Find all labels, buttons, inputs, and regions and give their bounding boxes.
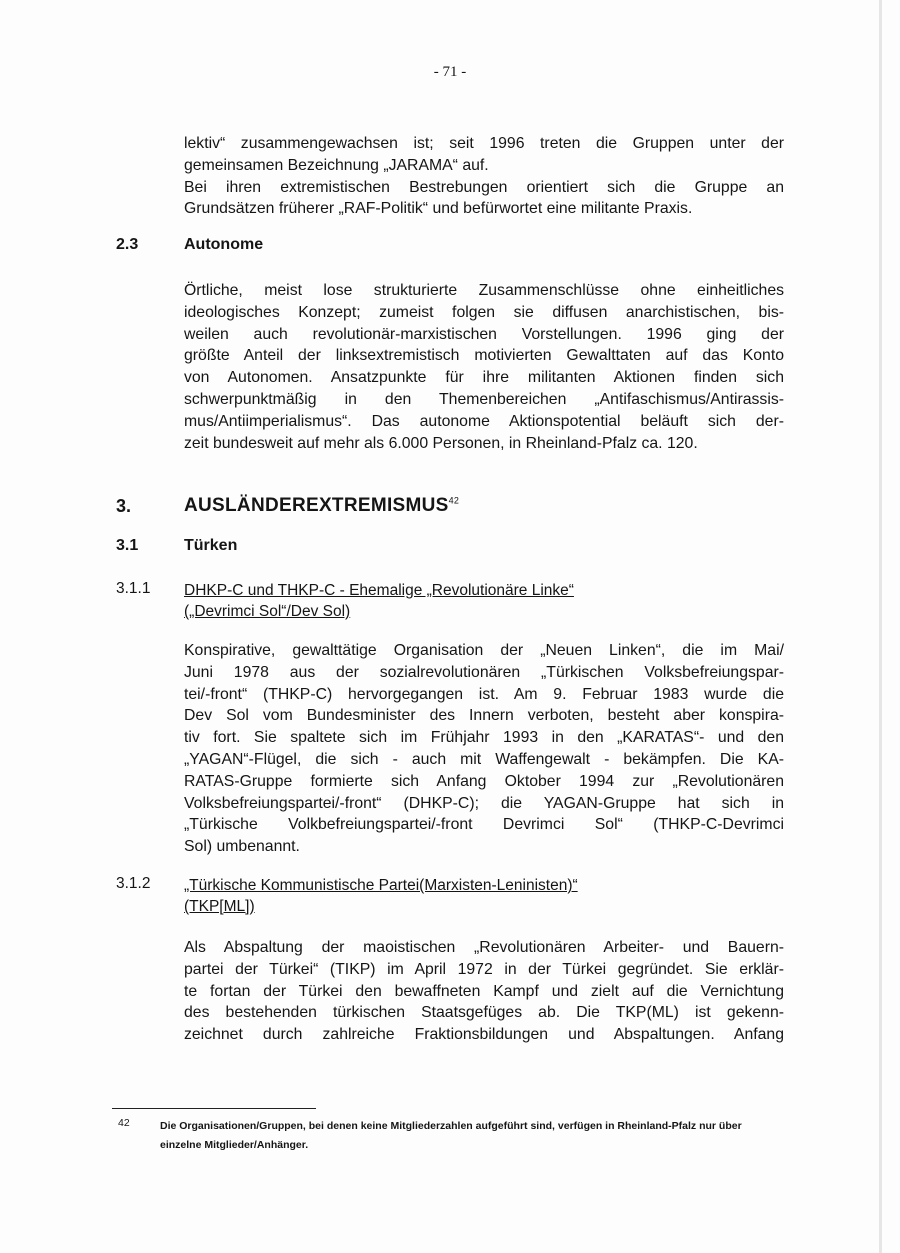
text-line: te fortan der Türkei den bewaffneten Kampf und zielt auf die Vernichtung xyxy=(184,982,784,1000)
footnote-divider xyxy=(112,1108,316,1109)
text-line: mus/Antiimperialismus“. Das autonome Aktionspotential beläuft sich der- xyxy=(184,412,784,430)
subsection-heading-dhkp-c xyxy=(184,580,574,622)
page-edge-shadow xyxy=(879,0,882,1253)
section-number-2-3: 2.3 xyxy=(116,236,139,253)
text-line: tei/-front“ (THKP-C) hervorgegangen ist. Am 9. Februar 1983 wurde die xyxy=(184,685,784,703)
section-number-3-1-1: 3.1.1 xyxy=(116,580,151,597)
text-line: Volksbefreiungspartei/-front“ (DHKP-C); die YAGAN-Gruppe hat sich in xyxy=(184,794,784,812)
text-line: Sol) umbenannt. xyxy=(184,838,300,856)
text-line: zeit bundesweit auf mehr als 6.000 Personen, in Rheinland-Pfalz ca. 120. xyxy=(184,434,698,452)
footnote-number: 42 xyxy=(118,1117,130,1129)
tkp-ml-paragraph xyxy=(184,937,784,1046)
text-line: RATAS-Gruppe formierte sich Anfang Oktober 1994 zur „Revolutionären xyxy=(184,772,784,790)
section-title-tuerken: Türken xyxy=(184,537,238,554)
text-line: Juni 1978 aus der sozialrevolutionären „Türkischen Volksbefreiungspar- xyxy=(184,663,784,681)
text-line: Örtliche, meist lose strukturierte Zusammenschlüsse ohne einheitliches xyxy=(184,282,784,299)
footnote-text: Die Organisationen/Gruppen, bei denen keine Mitgliederzahlen aufgeführt sind, verfügen in Rheinland-Pfalz nur über einzelne Mitglieder/Anhänger. xyxy=(160,1120,742,1151)
text-line: schwerpunktmäßig in den Themenbereichen „Antifaschismus/Antirassis- xyxy=(184,390,784,408)
dhkp-c-paragraph xyxy=(184,640,784,858)
text-line: gemeinsamen Bezeichnung „JARAMA“ auf. xyxy=(184,156,489,174)
text-line: von Autonomen. Ansatzpunkte für ihre militanten Aktionen finden sich xyxy=(184,369,784,387)
heading-line: (TKP[ML]) xyxy=(184,898,255,915)
text-line: Dev Sol vom Bundesminister des Innern verboten, besteht aber konspira- xyxy=(184,707,784,725)
heading-line: „Türkische Kommunistische Partei(Marxisten-Leninisten)“ xyxy=(184,877,578,894)
section-number-3-1: 3.1 xyxy=(116,537,139,554)
page-number: - 71 - xyxy=(433,64,467,80)
text-line: lektiv“ zusammengewachsen ist; seit 1996 treten die Gruppen unter der xyxy=(184,135,784,152)
autonome-paragraph xyxy=(184,280,784,454)
heading-line: („Devrimci Sol“/Dev Sol) xyxy=(184,603,351,620)
intro-paragraph xyxy=(184,133,784,220)
text-line: zeichnet durch zahlreiche Fraktionsbildungen und Abspaltungen. Anfang xyxy=(184,1026,784,1044)
text-line: ideologisches Konzept; zumeist folgen sie diffusen anarchistischen, bis- xyxy=(184,303,784,321)
section-title-text: AUSLÄNDEREXTREMISMUS xyxy=(184,495,449,516)
subsection-heading-tkp-ml xyxy=(184,875,578,917)
section-title-auslaenderextremismus xyxy=(184,495,459,517)
footnote-reference: 42 xyxy=(448,495,460,506)
text-line: Bei ihren extremistischen Bestrebungen orientiert sich die Gruppe an xyxy=(184,178,784,196)
text-line: „Türkische Volkbefreiungspartei/-front Devrimci Sol“ (THKP-C-Devrimci xyxy=(184,816,784,834)
text-line: Konspirative, gewalttätige Organisation der „Neuen Linken“, die im Mai/ xyxy=(184,642,784,659)
section-title-autonome: Autonome xyxy=(184,236,264,253)
text-line: tiv fort. Sie spaltete sich im Frühjahr 1993 in den „KARATAS“- und den xyxy=(184,729,784,747)
text-line: Grundsätzen früherer „RAF-Politik“ und befürwortet eine militante Praxis. xyxy=(184,200,693,218)
text-line: partei der Türkei“ (TIKP) im April 1972 in der Türkei gegründet. Sie erklär- xyxy=(184,960,784,978)
section-number-3: 3. xyxy=(116,496,132,516)
text-line: Als Abspaltung der maoistischen „Revolutionären Arbeiter- und Bauern- xyxy=(184,939,784,956)
text-line: des bestehenden türkischen Staatsgefüges ab. Die TKP(ML) ist gekenn- xyxy=(184,1004,784,1022)
text-line: „YAGAN“-Flügel, die sich - auch mit Waffengewalt - bekämpfen. Die KA- xyxy=(184,750,784,768)
text-line: weilen auch revolutionär-marxistischen Vorstellungen. 1996 ging der xyxy=(184,325,784,343)
section-number-3-1-2: 3.1.2 xyxy=(116,875,151,892)
text-line: größte Anteil der linksextremistisch motivierten Gewalttaten auf das Konto xyxy=(184,347,784,365)
heading-line: DHKP-C und THKP-C - Ehemalige „Revolutionäre Linke“ xyxy=(184,582,574,599)
